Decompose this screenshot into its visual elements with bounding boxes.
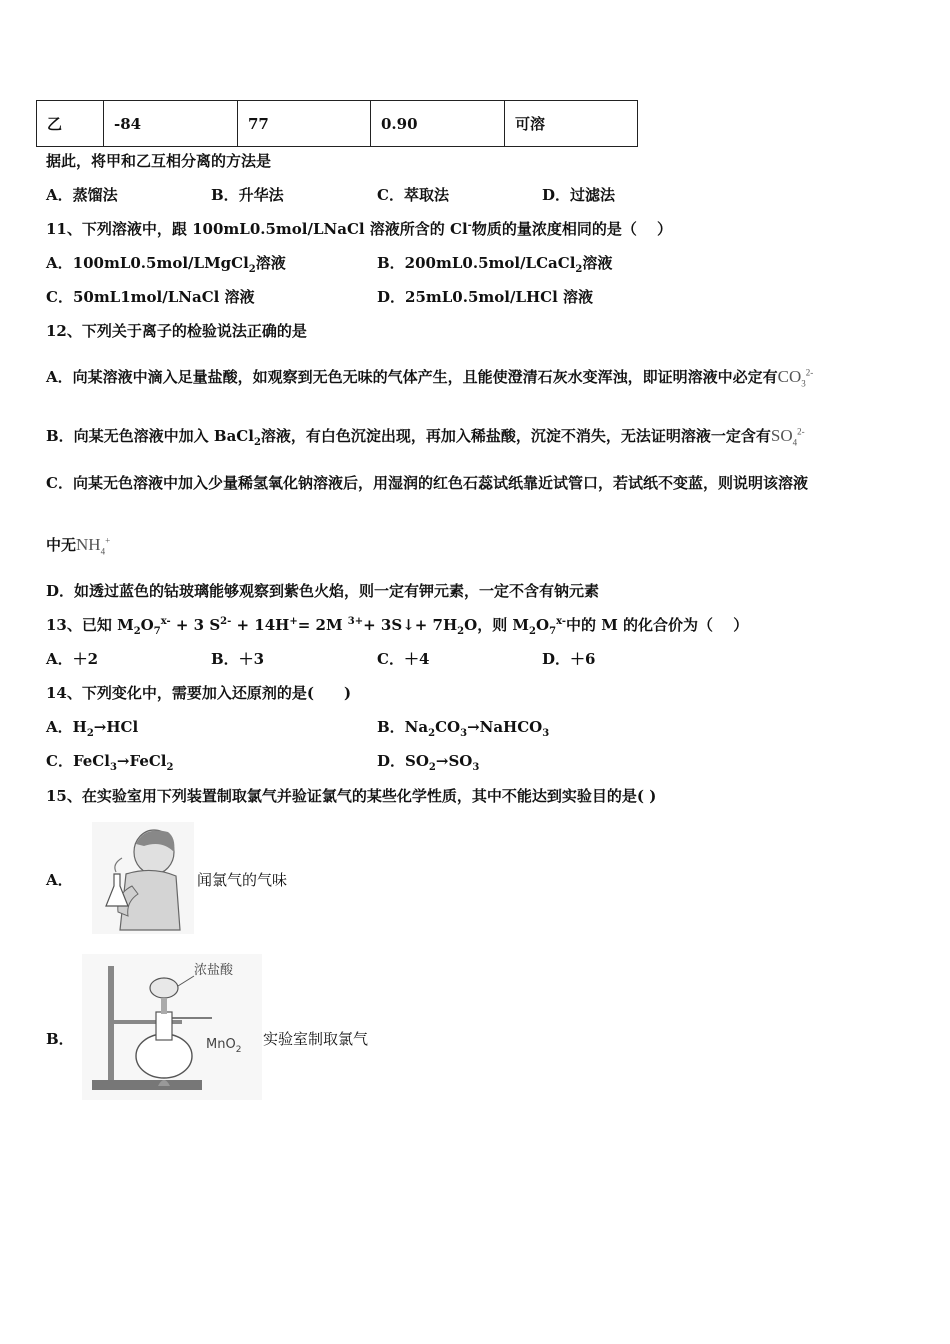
- q14-option-a: A．$H_2\to HCl$: [46, 718, 139, 739]
- sulfate-ion: $SO_4^{2-}$: [770, 426, 805, 448]
- q13-option-a: A．＋2: [46, 650, 99, 668]
- chlorine-generator-apparatus-illustration: [82, 954, 262, 1100]
- q15-option-a-text: 闻氯气的气味: [197, 871, 288, 889]
- q11-option-c: C．50mL1mol/LNaCl 溶液: [46, 288, 255, 306]
- q13-option-c: C．＋4: [377, 650, 430, 668]
- carbonate-ion: $CO_3^{2-}$: [777, 367, 814, 389]
- table-row: [37, 101, 638, 147]
- table-cell: 0.90: [371, 101, 505, 147]
- q11-option-d: D．25mL0.5mol/LHCl 溶液: [377, 288, 594, 306]
- q14-option-c: C．FeCl$_3$→FeCl$_2$: [46, 752, 174, 773]
- q13-option-d: D．＋6: [542, 650, 596, 668]
- q10-option-a: A．蒸馏法: [46, 186, 118, 204]
- reagent-label-hcl: 浓盐酸: [194, 963, 234, 978]
- q12-option-a: A．向某溶液中滴入足量盐酸，如观察到无色无味的气体产生，且能使澄清石灰水变浑浊，即证明溶液中必定有$CO_3^{2-}$: [46, 367, 814, 389]
- table-cell: 77: [238, 101, 371, 147]
- q11-option-b: B．200mL0.5mol/LCaCl$_2$溶液: [377, 254, 613, 275]
- data-table: [36, 100, 638, 147]
- table-cell: 乙: [37, 101, 104, 147]
- ammonium-ion: $NH_4^+$: [76, 535, 111, 557]
- q10-stem: 据此，将甲和乙互相分离的方法是: [46, 152, 272, 170]
- q14-stem: 14、下列变化中，需要加入还原剂的是( ): [46, 684, 352, 702]
- q11-stem: 11、下列溶液中，跟 100mL0.5mol/LNaCl 溶液所含的 Cl-物质的量浓度相同的是（ ）: [46, 220, 673, 238]
- q12-option-c-continued: 中无$NH_4^+$: [46, 535, 111, 557]
- q12-option-d: D．如透过蓝色的钴玻璃能够观察到紫色火焰，则一定有钾元素，一定不含有钠元素: [46, 582, 600, 600]
- reagent-label-mno2: MnO$_2$: [206, 1037, 242, 1055]
- q15-option-b-label: B．: [46, 1030, 74, 1048]
- q15-option-a-label: A．: [46, 871, 73, 889]
- table-cell: -84: [104, 101, 238, 147]
- table-cell: 可溶: [505, 101, 638, 147]
- q14-option-b: B．$Na_2CO_3\to NaHCO_3$: [377, 718, 550, 739]
- q10-option-b: B．升华法: [211, 186, 284, 204]
- q11-option-a: A．100mL0.5mol/LMgCl$_2$溶液: [46, 254, 286, 275]
- q13-stem: 13、已知 $M_2O_7^{x-} + 3$ $S^{2-} + 14H^+= 2M$ $^{3+}$+ 3S↓+ $7H_2O$，则 $M_2O_7^{x-}$中的 M 的化合价为（ ）: [46, 616, 749, 637]
- q13-option-b: B．＋3: [211, 650, 265, 668]
- q10-option-c: C．萃取法: [377, 186, 449, 204]
- q15-option-b-text: 实验室制取氯气: [263, 1030, 369, 1048]
- q10-option-d: D．过滤法: [542, 186, 616, 204]
- q14-option-d: D．$SO_2\to SO_3$: [377, 752, 480, 773]
- q12-option-b: B．向某无色溶液中加入 BaCl$_2$溶液，有白色沉淀出现，再加入稀盐酸，沉淀不消失，无法证明溶液一定含有$SO_4^{2-}$: [46, 426, 805, 448]
- q15-stem: 15、在实验室用下列装置制取氯气并验证氯气的某些化学性质，其中不能达到实验目的是( ): [46, 787, 657, 805]
- person-smelling-flask-illustration: [92, 822, 194, 934]
- q12-stem: 12、下列关于离子的检验说法正确的是: [46, 322, 307, 340]
- q12-option-c: C．向某无色溶液中加入少量稀氢氧化钠溶液后，用湿润的红色石蕊试纸靠近试管口，若试纸不变蓝，则说明该溶液: [46, 474, 808, 492]
